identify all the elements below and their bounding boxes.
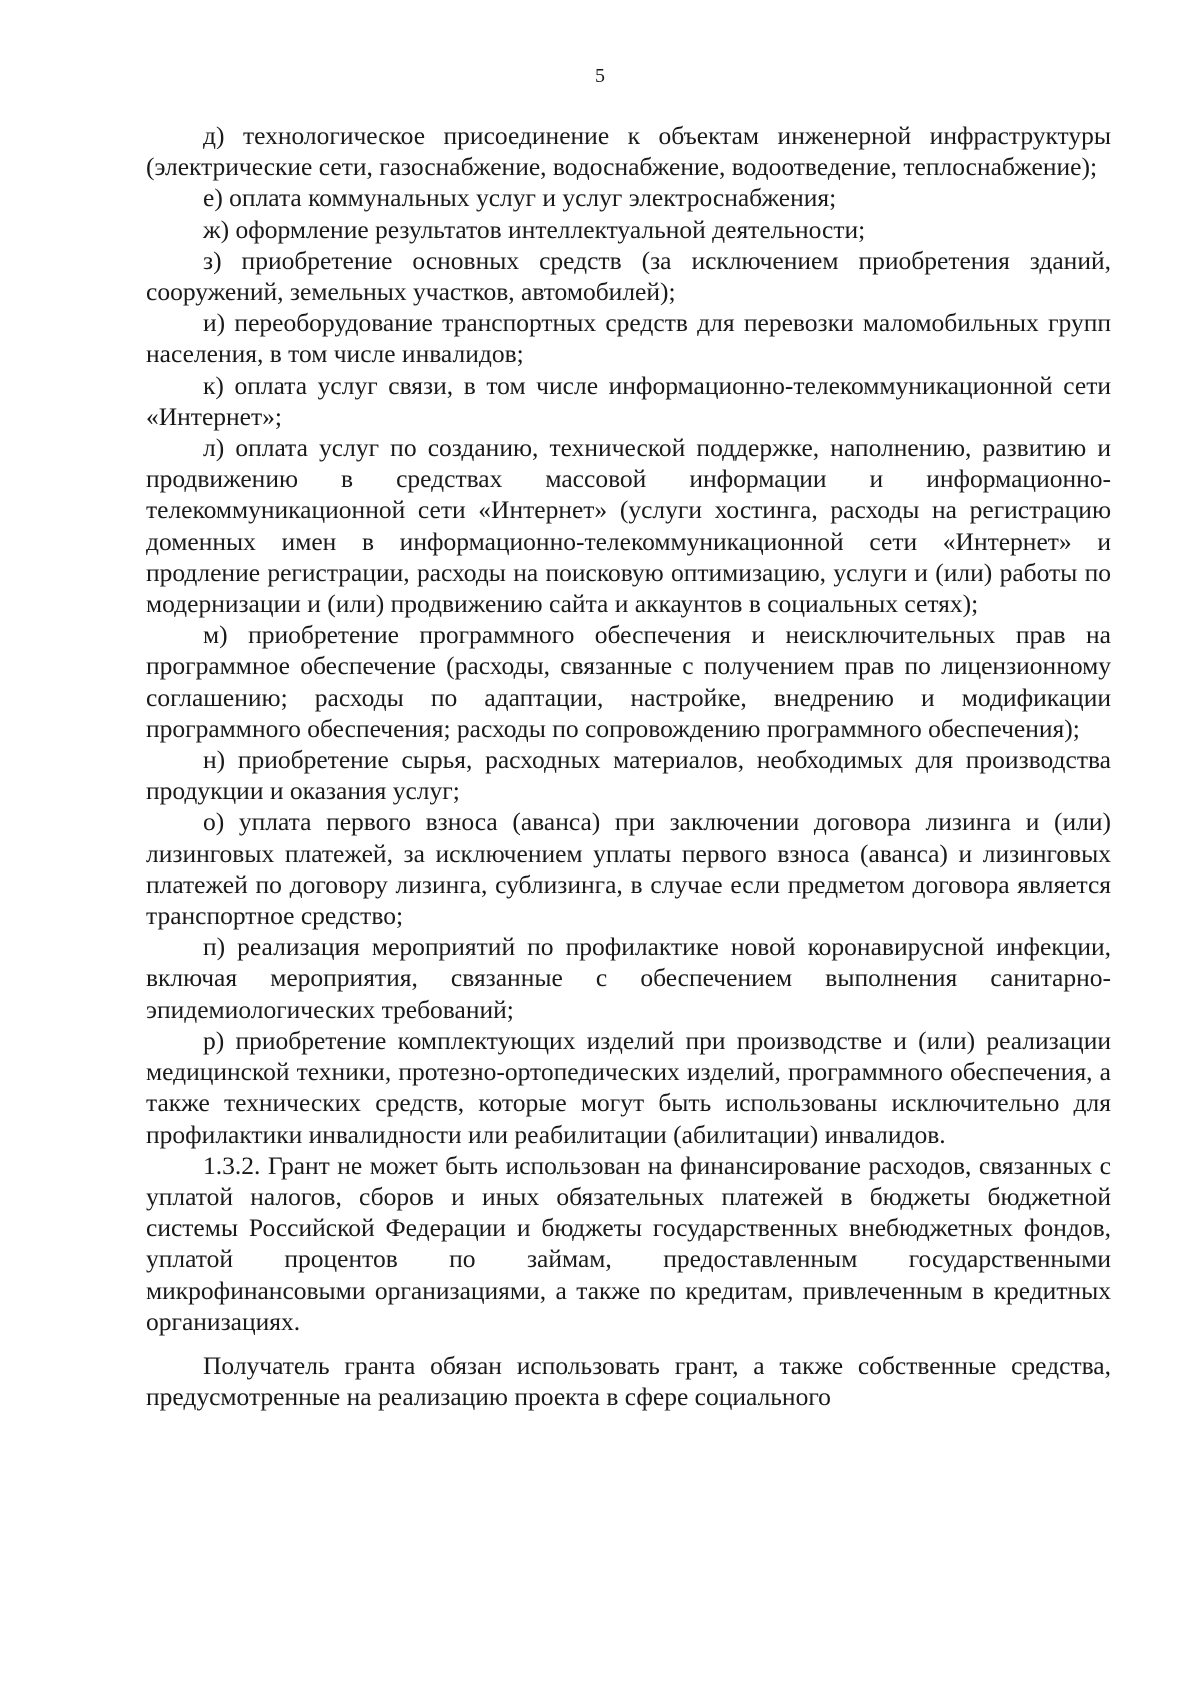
- list-item-zh: ж) оформление результатов интеллектуальной деятельности;: [203, 214, 866, 244]
- list-item-d: д) технологическое присоединение к объектам инженерной инфраструктуры (электрические сети, газоснабжение, водоснабжение, водоотведение, теплоснабжение);: [146, 121, 1111, 182]
- page-number: 5: [595, 65, 605, 87]
- list-item-o: о) уплата первого взноса (аванса) при заключении договора лизинга и (или) лизинговых платежей, за исключением уплаты первого взноса (аванса) и лизинговых платежей по договору лизинга, сублизинга, в случае если предметом договора является транспортное средство;: [146, 807, 1111, 931]
- list-item-m: м) приобретение программного обеспечения и неисключительных прав на программное обеспечение (расходы, связанные с получением прав по лицензионному соглашению; расходы по адаптации, настройке, внедрению и модификации программного обеспечения; расходы по сопровождению программного обеспечения);: [146, 620, 1111, 743]
- list-item-r: р) приобретение комплектующих изделий при производстве и (или) реализации медицинской техники, протезно-ортопедических изделий, программного обеспечения, а также технических средств, которые могут быть использованы исключительно для профилактики инвалидности или реабилитации (абилитации) инвалидов.: [146, 1025, 1111, 1149]
- list-item-p: п) реализация мероприятий по профилактике новой коронавирусной инфекции, включая мероприятия, связанные с обеспечением выполнения санитарно-эпидемиологических требований;: [146, 932, 1111, 1024]
- clause-1-3-2: 1.3.2. Грант не может быть использован на финансирование расходов, связанных с уплатой налогов, сборов и иных обязательных платежей в бюджеты бюджетной системы Российской Федерации и бюджеты государственных внебюджетных фондов, уплатой процентов по займам, предоставленным государственными микрофинансовыми организациями, а также по кредитам, привлеченным в кредитных организациях.: [146, 1150, 1111, 1336]
- list-item-e: е) оплата коммунальных услуг и услуг электроснабжения;: [203, 183, 837, 213]
- list-item-i: и) переоборудование транспортных средств для перевозки маломобильных групп населения, в том числе инвалидов;: [146, 308, 1111, 369]
- list-item-z: з) приобретение основных средств (за исключением приобретения зданий, сооружений, земельных участков, автомобилей);: [146, 245, 1111, 307]
- list-item-n: н) приобретение сырья, расходных материалов, необходимых для производства продукции и оказания услуг;: [146, 745, 1111, 806]
- list-item-k: к) оплата услуг связи, в том числе информационно-телекоммуникационной сети «Интернет»;: [146, 370, 1111, 431]
- grant-recipient-paragraph: Получатель гранта обязан использовать грант, а также собственные средства, предусмотренные на реализацию проекта в сфере социального: [146, 1350, 1111, 1412]
- document-body: [146, 120, 1111, 1412]
- list-item-l: л) оплата услуг по созданию, технической поддержке, наполнению, развитию и продвижению в средствах массовой информации и информационно-телекоммуникационной сети «Интернет» (услуги хостинга, расходы на регистрацию доменных имен в информационно-телекоммуникационной сети «Интернет» и продление регистрации, расходы на поисковую оптимизацию, услуги и (или) работы по модернизации и (или) продвижению сайта и аккаунтов в социальных сетях);: [146, 433, 1111, 619]
